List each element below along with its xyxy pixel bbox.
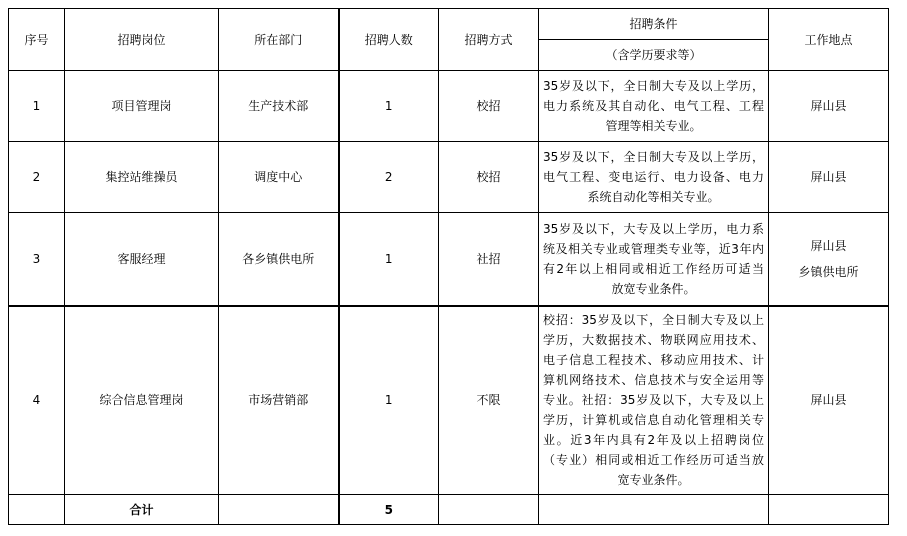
conditions-cell: [539, 142, 769, 213]
location-cell: 屏山县: [769, 142, 889, 213]
condition-line: 35岁及以下，全日制大专及以上学历，: [543, 79, 764, 93]
position-cell: 客服经理: [65, 213, 219, 306]
header-conditions-subtitle: （含学历要求等）: [539, 40, 769, 71]
dept-cell: 调度中心: [219, 142, 339, 213]
dept-cell: 各乡镇供电所: [219, 213, 339, 306]
condition-line: 系统自动化等相关专业。: [587, 190, 720, 204]
dept-cell: 生产技术部: [219, 71, 339, 142]
condition-line: 学历，计算机或信息自动化管理相关专: [543, 413, 764, 428]
condition-line: 电气工程、变电运行、电力设备、电力: [543, 170, 764, 184]
condition-line: 宽专业条件。: [617, 473, 690, 488]
method-cell: 社招: [439, 213, 539, 306]
location-cell: [769, 213, 889, 306]
location-cell: 屏山县: [769, 306, 889, 495]
header-position: 招聘岗位: [65, 9, 219, 71]
condition-line: 放宽专业条件。: [611, 281, 696, 296]
method-cell: 校招: [439, 142, 539, 213]
method-cell: 校招: [439, 71, 539, 142]
recruitment-table: [8, 8, 889, 525]
header-count: 招聘人数: [339, 9, 439, 71]
count-cell: 1: [339, 213, 439, 306]
total-empty-cell: [219, 495, 339, 525]
table-row: [9, 306, 889, 495]
condition-line: 学历，大数据技术、物联网应用技术、: [543, 333, 764, 348]
total-count: 5: [339, 495, 439, 525]
condition-line: 35岁及以下，大专及以上学历，电力系: [543, 221, 764, 236]
condition-line: 35岁及以下，全日制大专及以上学历，: [543, 150, 764, 164]
seq-cell: 1: [9, 71, 65, 142]
total-empty-cell: [769, 495, 889, 525]
count-cell: 1: [339, 71, 439, 142]
conditions-cell: [539, 306, 769, 495]
condition-line: 电力系统及其自动化、电气工程、工程: [543, 99, 764, 113]
header-dept: 所在部门: [219, 9, 339, 71]
count-cell: 1: [339, 306, 439, 495]
count-cell: 2: [339, 142, 439, 213]
method-cell: 不限: [439, 306, 539, 495]
header-location: 工作地点: [769, 9, 889, 71]
seq-cell: 4: [9, 306, 65, 495]
total-empty-cell: [9, 495, 65, 525]
location-cell: 屏山县: [769, 71, 889, 142]
condition-line: （专业）相同或相近工作经历可适当放: [543, 453, 764, 468]
table-row: [9, 71, 889, 142]
position-cell: 项目管理岗: [65, 71, 219, 142]
condition-line: 算机网络技术、信息技术与安全运用等: [543, 373, 764, 388]
condition-line: 校招：35岁及以下，全日制大专及以上: [543, 313, 764, 328]
location-line: 乡镇供电所: [798, 264, 859, 279]
condition-line: 专业。社招：35岁及以下，大专及以上: [543, 393, 764, 408]
table-row: [9, 142, 889, 213]
dept-cell: 市场营销部: [219, 306, 339, 495]
header-conditions-title: 招聘条件: [539, 9, 769, 40]
seq-cell: 2: [9, 142, 65, 213]
position-cell: 综合信息管理岗: [65, 306, 219, 495]
header-method: 招聘方式: [439, 9, 539, 71]
conditions-cell: [539, 71, 769, 142]
header-seq: 序号: [9, 9, 65, 71]
total-empty-cell: [439, 495, 539, 525]
conditions-cell: [539, 213, 769, 306]
total-label: 合计: [65, 495, 219, 525]
total-empty-cell: [539, 495, 769, 525]
table-row: [9, 213, 889, 306]
seq-cell: 3: [9, 213, 65, 306]
condition-line: 统及相关专业或管理类专业等，近3年内: [543, 241, 764, 256]
condition-line: 电子信息工程技术、移动应用技术、计: [543, 353, 764, 368]
location-line: 屏山县: [810, 238, 847, 253]
condition-line: 有2年以上相同或相近工作经历可适当: [543, 261, 764, 276]
position-cell: 集控站维操员: [65, 142, 219, 213]
condition-line: 业。近3年内具有2年及以上招聘岗位: [543, 433, 764, 448]
condition-line: 管理等相关专业。: [605, 119, 702, 133]
total-row: [9, 495, 889, 525]
